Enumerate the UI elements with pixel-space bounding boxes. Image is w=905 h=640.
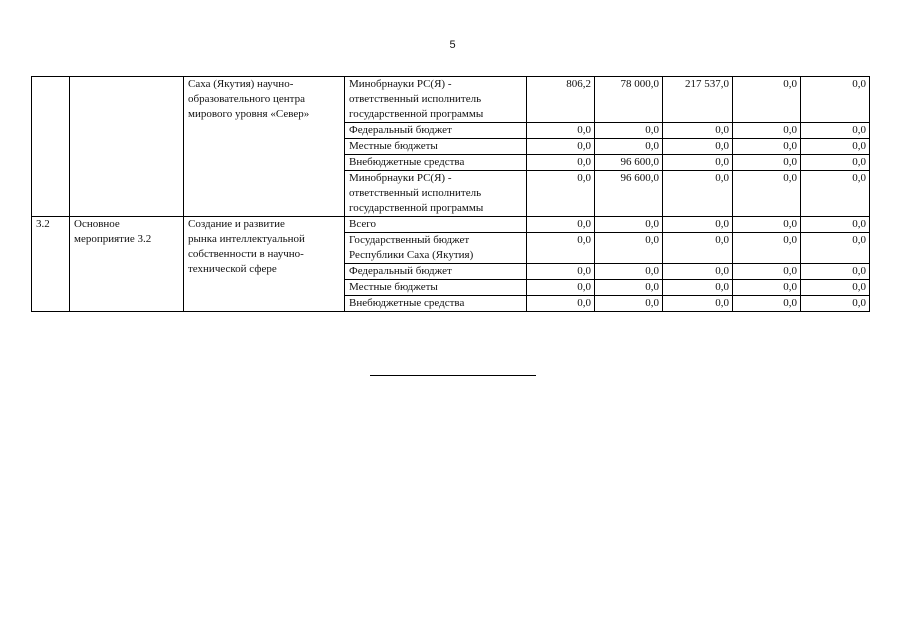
amount-cell: 0,0 bbox=[595, 123, 663, 139]
amount-cell: 0,0 bbox=[527, 123, 595, 139]
amount-cell: 0,0 bbox=[527, 171, 595, 217]
amount-cell: 0,0 bbox=[595, 233, 663, 264]
funding-source-cell: Местные бюджеты bbox=[345, 280, 527, 296]
amount-cell: 217 537,0 bbox=[663, 77, 733, 123]
funding-source-cell: Федеральный бюджет bbox=[345, 264, 527, 280]
funding-source-cell: Федеральный бюджет bbox=[345, 123, 527, 139]
amount-cell: 0,0 bbox=[663, 217, 733, 233]
amount-cell: 0,0 bbox=[733, 155, 801, 171]
event-line: мероприятие 3.2 bbox=[74, 233, 152, 245]
funding-source-line: государственной программы bbox=[349, 202, 484, 214]
number-cell: 3.2 bbox=[32, 217, 70, 312]
amount-cell: 0,0 bbox=[527, 280, 595, 296]
amount-cell: 0,0 bbox=[595, 296, 663, 312]
funding-source-line: Государственный бюджет bbox=[349, 234, 470, 246]
amount-cell: 0,0 bbox=[733, 296, 801, 312]
table-row bbox=[32, 77, 870, 123]
object-line: рынка интеллектуальной bbox=[188, 233, 305, 245]
event-line: Основное bbox=[74, 218, 120, 230]
amount-cell: 0,0 bbox=[801, 123, 870, 139]
amount-cell: 0,0 bbox=[595, 217, 663, 233]
funding-source-cell bbox=[345, 171, 527, 217]
amount-cell: 0,0 bbox=[527, 264, 595, 280]
number-cell bbox=[32, 77, 70, 217]
table-row bbox=[32, 217, 870, 233]
amount-cell: 0,0 bbox=[527, 155, 595, 171]
amount-cell: 0,0 bbox=[733, 217, 801, 233]
amount-cell: 0,0 bbox=[527, 296, 595, 312]
amount-cell: 0,0 bbox=[663, 155, 733, 171]
amount-cell: 806,2 bbox=[527, 77, 595, 123]
page-number: 5 bbox=[449, 39, 456, 51]
funding-source-cell: Внебюджетные средства bbox=[345, 296, 527, 312]
funding-source-line: ответственный исполнитель bbox=[349, 93, 482, 105]
amount-cell: 0,0 bbox=[527, 217, 595, 233]
amount-cell: 0,0 bbox=[801, 77, 870, 123]
funding-source-cell bbox=[345, 233, 527, 264]
object-line: собственности в научно- bbox=[188, 248, 304, 260]
funding-source-line: ответственный исполнитель bbox=[349, 187, 482, 199]
budget-table bbox=[31, 76, 870, 312]
object-line: Создание и развитие bbox=[188, 218, 285, 230]
amount-cell: 0,0 bbox=[595, 264, 663, 280]
amount-cell: 0,0 bbox=[801, 155, 870, 171]
amount-cell: 0,0 bbox=[663, 233, 733, 264]
amount-cell: 0,0 bbox=[663, 264, 733, 280]
amount-cell: 0,0 bbox=[595, 139, 663, 155]
amount-cell: 0,0 bbox=[801, 264, 870, 280]
funding-source-line: Республики Саха (Якутия) bbox=[349, 249, 474, 261]
amount-cell: 0,0 bbox=[801, 171, 870, 217]
amount-cell: 0,0 bbox=[527, 139, 595, 155]
closing-divider bbox=[370, 375, 536, 376]
amount-cell: 96 600,0 bbox=[595, 171, 663, 217]
amount-cell: 78 000,0 bbox=[595, 77, 663, 123]
amount-cell: 0,0 bbox=[801, 280, 870, 296]
amount-cell: 0,0 bbox=[733, 123, 801, 139]
amount-cell: 0,0 bbox=[663, 171, 733, 217]
amount-cell: 0,0 bbox=[801, 233, 870, 264]
amount-cell: 0,0 bbox=[733, 171, 801, 217]
funding-source-line: Минобрнауки РС(Я) - bbox=[349, 172, 452, 184]
object-cell bbox=[184, 217, 345, 312]
amount-cell: 0,0 bbox=[663, 123, 733, 139]
event-cell bbox=[70, 217, 184, 312]
amount-cell: 0,0 bbox=[801, 217, 870, 233]
funding-source-cell: Внебюджетные средства bbox=[345, 155, 527, 171]
amount-cell: 0,0 bbox=[733, 264, 801, 280]
amount-cell: 96 600,0 bbox=[595, 155, 663, 171]
amount-cell: 0,0 bbox=[733, 233, 801, 264]
funding-source-cell: Местные бюджеты bbox=[345, 139, 527, 155]
object-line: образовательного центра bbox=[188, 93, 305, 105]
object-line: Саха (Якутия) научно- bbox=[188, 78, 294, 90]
object-line: технической сфере bbox=[188, 263, 277, 275]
amount-cell: 0,0 bbox=[733, 139, 801, 155]
funding-source-line: государственной программы bbox=[349, 108, 484, 120]
amount-cell: 0,0 bbox=[801, 296, 870, 312]
object-cell bbox=[184, 77, 345, 217]
funding-source-cell bbox=[345, 77, 527, 123]
amount-cell: 0,0 bbox=[663, 280, 733, 296]
amount-cell: 0,0 bbox=[733, 280, 801, 296]
funding-source-cell: Всего bbox=[345, 217, 527, 233]
amount-cell: 0,0 bbox=[527, 233, 595, 264]
amount-cell: 0,0 bbox=[733, 77, 801, 123]
event-cell bbox=[70, 77, 184, 217]
object-line: мирового уровня «Север» bbox=[188, 108, 310, 120]
funding-source-line: Минобрнауки РС(Я) - bbox=[349, 78, 452, 90]
amount-cell: 0,0 bbox=[663, 139, 733, 155]
amount-cell: 0,0 bbox=[663, 296, 733, 312]
amount-cell: 0,0 bbox=[595, 280, 663, 296]
amount-cell: 0,0 bbox=[801, 139, 870, 155]
